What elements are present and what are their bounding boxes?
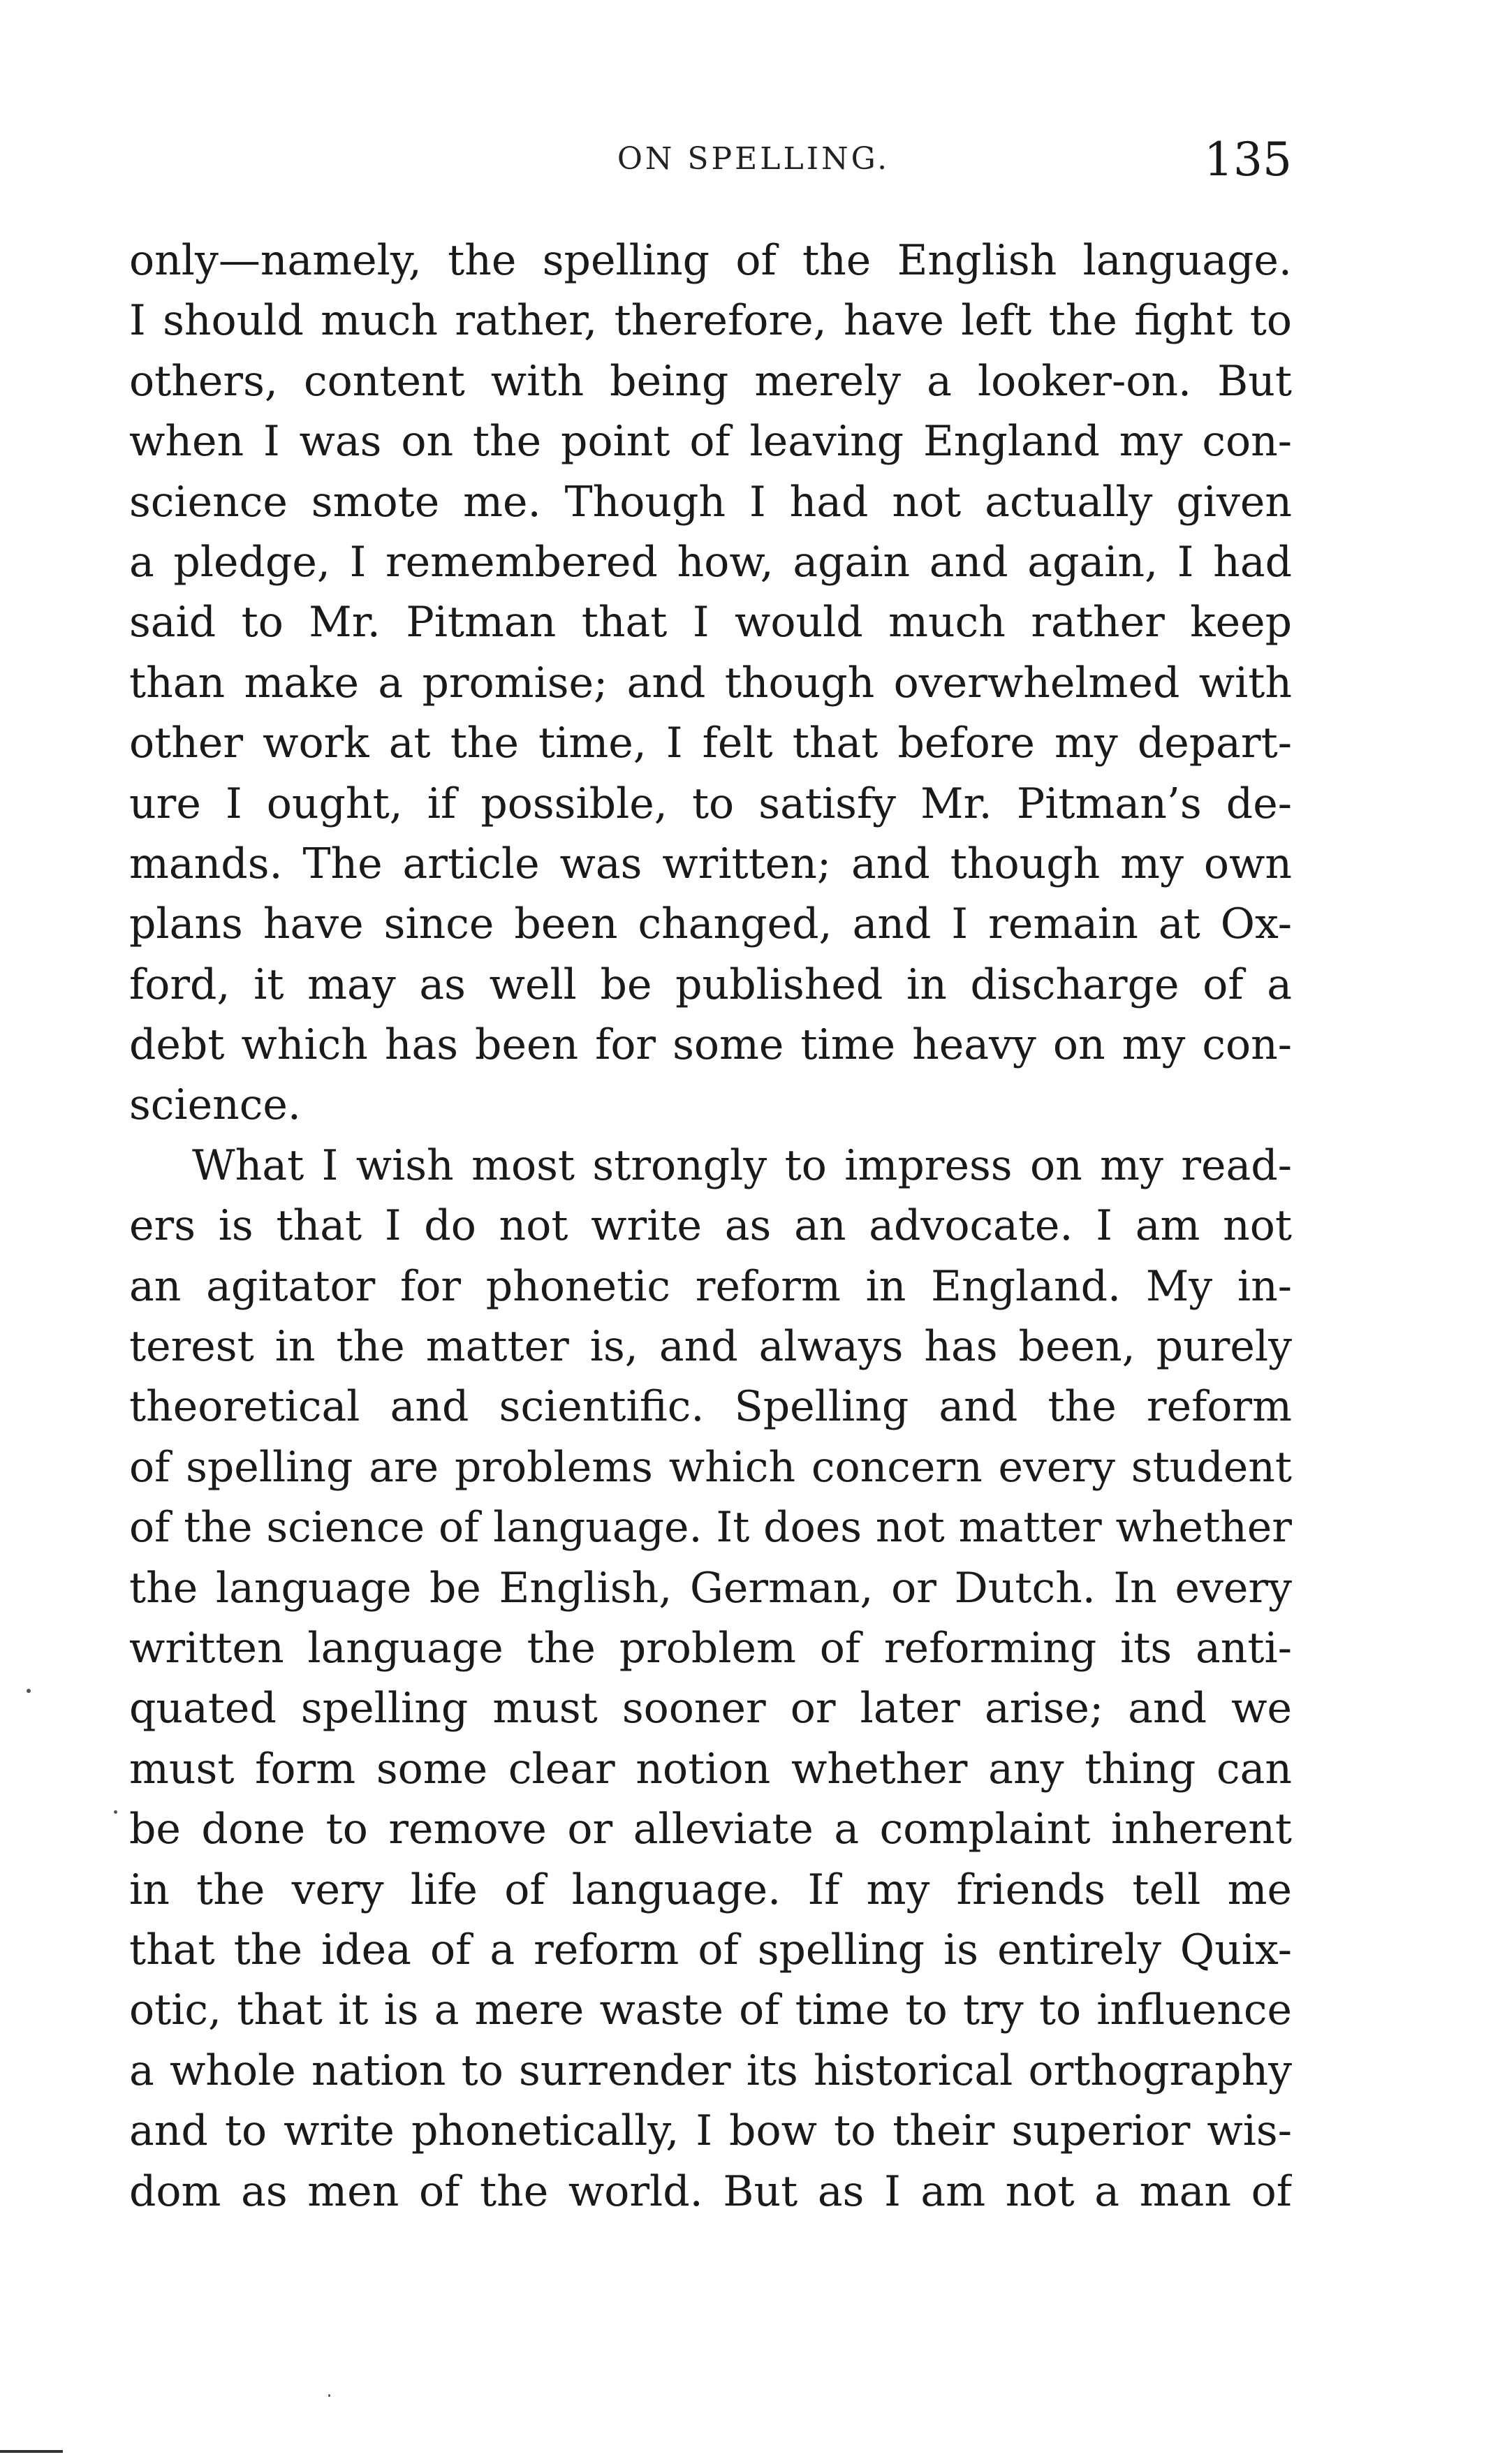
text-line: must form some clear notion whether any thing can xyxy=(129,1744,1292,1794)
text-line: science. xyxy=(129,1080,301,1130)
page-edge-mark xyxy=(0,2450,63,2453)
text-line: than make a promise; and though overwhelmed with xyxy=(129,658,1292,707)
text-line: ers is that I do not write as an advocate. I am not xyxy=(129,1201,1292,1251)
text-line: quated spelling must sooner or later arise; and we xyxy=(129,1684,1292,1733)
text-line: others, content with being merely a looker-on. But xyxy=(129,356,1292,406)
page-number: 135 xyxy=(1204,133,1292,186)
text-line: only—namely, the spelling of the English language. xyxy=(129,236,1292,285)
text-line: I should much rather, therefore, have left the fight to xyxy=(129,296,1292,346)
text-line: ure I ought, if possible, to satisfy Mr. Pitman’s de- xyxy=(129,779,1292,828)
text-line: in the very life of language. If my friends tell me xyxy=(129,1865,1292,1914)
text-line: debt which has been for some time heavy on my con- xyxy=(129,1020,1292,1070)
text-line: and to write phonetically, I bow to their superior wis- xyxy=(129,2106,1292,2156)
running-head xyxy=(0,133,1507,189)
text-line: written language the problem of reforming its anti- xyxy=(129,1623,1292,1673)
scan-speck xyxy=(328,2394,330,2397)
text-line: a pledge, I remembered how, again and again, I had xyxy=(129,537,1292,587)
text-line: terest in the matter is, and always has been, purely xyxy=(129,1322,1292,1372)
text-line: be done to remove or alleviate a complaint inherent xyxy=(129,1805,1292,1854)
running-title: ON SPELLING. xyxy=(617,141,890,177)
text-line: of the science of language. It does not matter whether xyxy=(129,1503,1292,1553)
text-line: when I was on the point of leaving England my con- xyxy=(129,417,1292,467)
text-line: otic, that it is a mere waste of time to try to influence xyxy=(129,1986,1292,2035)
text-line: dom as men of the world. But as I am not a man of xyxy=(129,2166,1292,2216)
text-line: science smote me. Though I had not actually given xyxy=(129,477,1292,527)
text-line: ford, it may as well be published in discharge of a xyxy=(129,960,1292,1009)
text-line: of spelling are problems which concern every student xyxy=(129,1442,1292,1492)
text-line: the language be English, German, or Dutch. In every xyxy=(129,1563,1292,1613)
text-line: mands. The article was written; and though my own xyxy=(129,839,1292,888)
text-line: an agitator for phonetic reform in England. My in- xyxy=(129,1261,1292,1311)
body-text xyxy=(129,230,1292,2222)
scan-speck xyxy=(114,1810,117,1814)
text-line: a whole nation to surrender its historical orthography xyxy=(129,2046,1292,2095)
scan-speck xyxy=(27,1689,31,1693)
text-line: other work at the time, I felt that before my depart- xyxy=(129,719,1292,768)
text-line: said to Mr. Pitman that I would much rather keep xyxy=(129,598,1292,647)
text-line: that the idea of a reform of spelling is entirely Quix- xyxy=(129,1925,1292,1974)
text-line: theoretical and scientific. Spelling and the reform xyxy=(129,1382,1292,1432)
text-line: What I wish most strongly to impress on my read- xyxy=(192,1141,1292,1190)
text-line: plans have since been changed, and I remain at Ox- xyxy=(129,900,1292,949)
